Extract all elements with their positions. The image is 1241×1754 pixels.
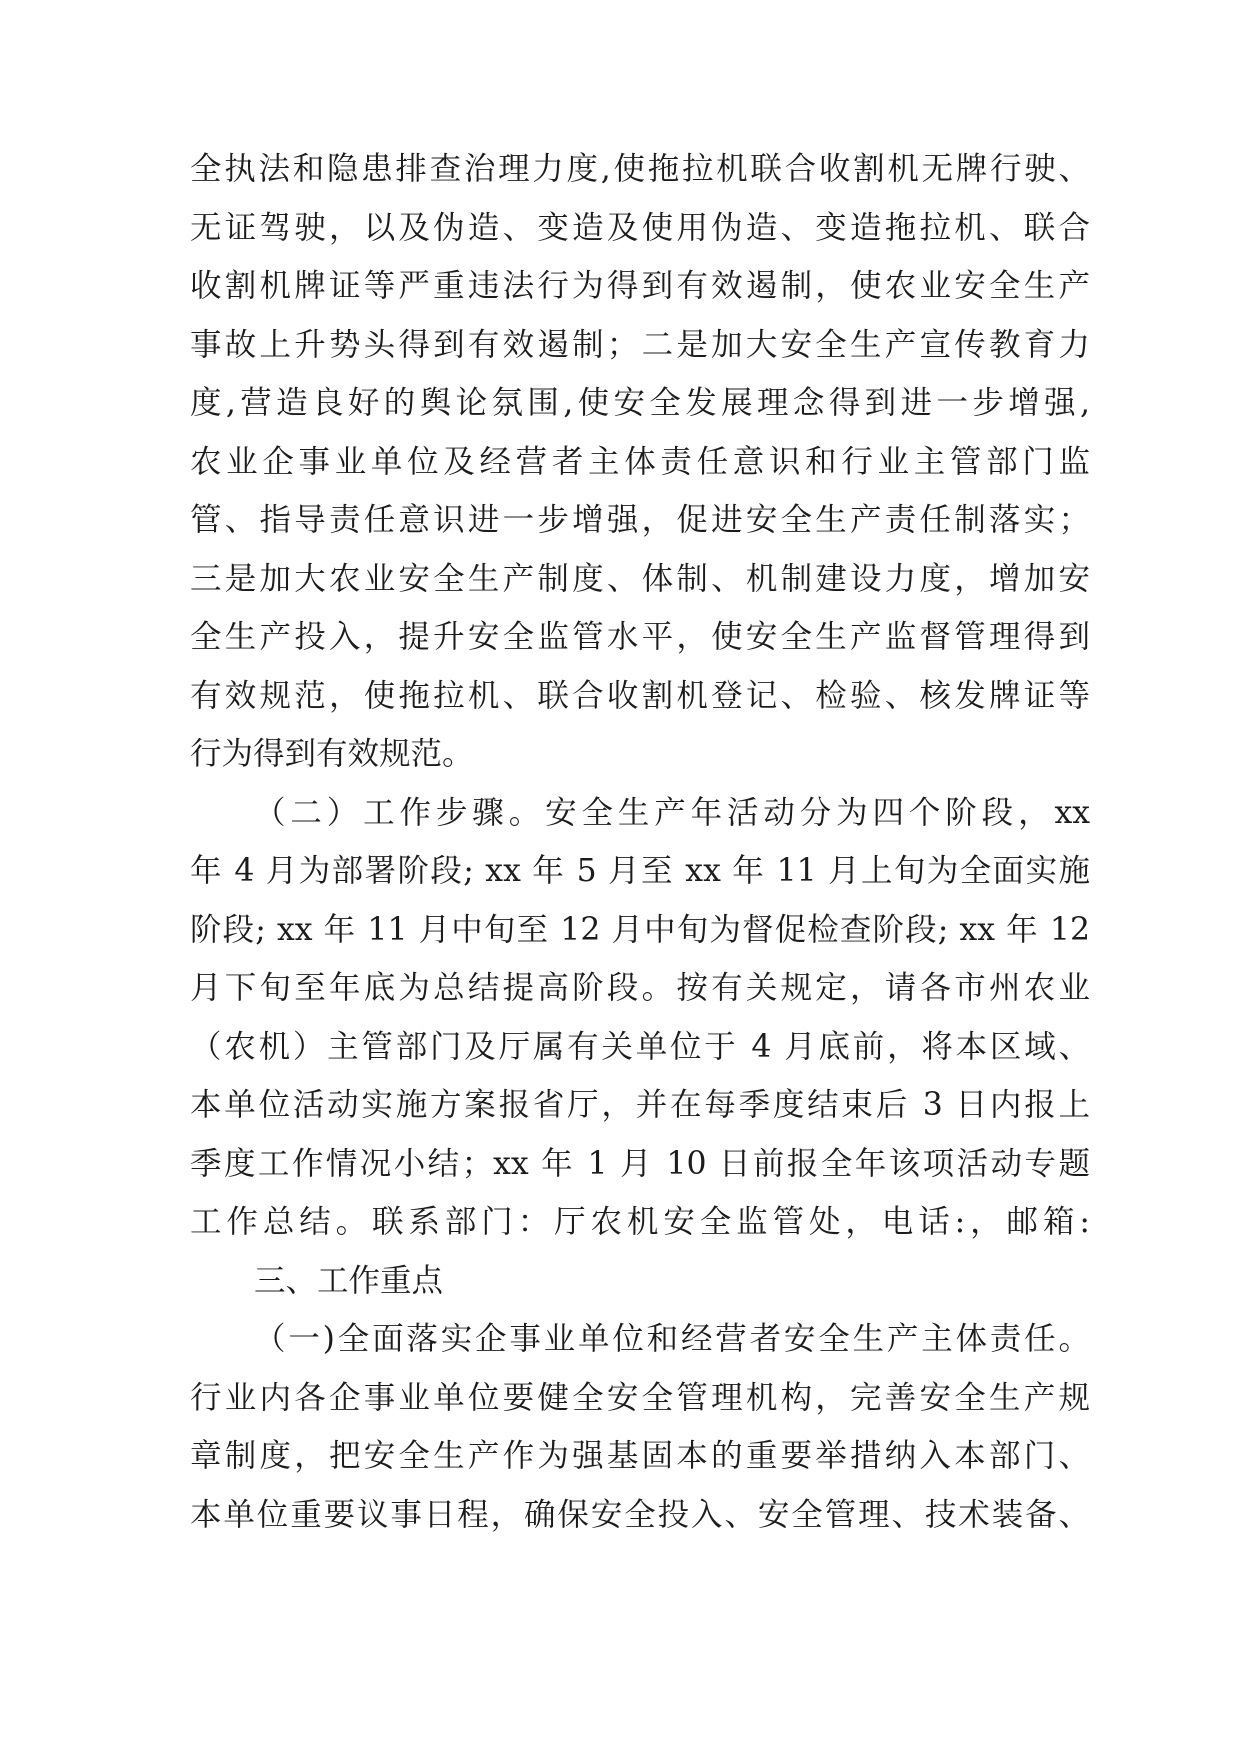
text-line-14: 阶段; xx 年 11 月中旬至 12 月中旬为督促检查阶段; xx 年 12: [190, 911, 1090, 948]
text-line-21: （一)全面落实企事业单位和经营者安全生产主体责任。: [254, 1321, 1090, 1357]
text-line-24: 本单位重要议事日程，确保安全投入、安全管理、技术装备、: [190, 1496, 1090, 1533]
text-line-1: 全执法和隐患排查治理力度,使拖拉机联合收割机无牌行驶、: [190, 151, 1090, 187]
section-heading: 三、工作重点: [254, 1262, 444, 1299]
text-line-4: 事故上升势头得到有效遏制；二是加大安全生产宣传教育力: [190, 326, 1090, 363]
text-line-22: 行业内各企事业单位要健全安全管理机构，完善安全生产规: [190, 1379, 1090, 1416]
text-line-6: 农业企事业单位及经营者主体责任意识和行业主管部门监: [190, 443, 1090, 480]
text-line-5: 度,营造良好的舆论氛围,使安全发展理念得到进一步增强,: [190, 385, 1090, 421]
text-line-15: 月下旬至年底为总结提高阶段。按有关规定，请各市州农业: [190, 970, 1090, 1006]
text-line-23: 章制度，把安全生产作为强基固本的重要举措纳入本部门、: [190, 1438, 1090, 1474]
text-line-3: 收割机牌证等严重违法行为得到有效遏制，使农业安全生产: [190, 268, 1090, 304]
text-line-9: 全生产投入，提升安全监管水平，使安全生产监督管理得到: [190, 619, 1090, 655]
text-line-7: 管、指导责任意识进一步增强，促进安全生产责任制落实；: [190, 502, 1090, 538]
text-line-8: 三是加大农业安全生产制度、体制、机制建设力度，增加安: [190, 560, 1090, 597]
text-line-18: 季度工作情况小结；xx 年 1 月 10 日前报全年该项活动专题: [190, 1145, 1090, 1182]
text-line-17: 本单位活动实施方案报省厅，并在每季度结束后 3 日内报上: [190, 1087, 1090, 1123]
document-body: [190, 140, 1090, 1544]
text-line-2: 无证驾驶，以及伪造、变造及使用伪造、变造拖拉机、联合: [190, 209, 1090, 246]
text-line-10: 有效规范，使拖拉机、联合收割机登记、检验、核发牌证等: [190, 677, 1090, 714]
text-line-13: 年 4 月为部署阶段; xx 年 5 月至 xx 年 11 月上旬为全面实施: [190, 853, 1090, 889]
text-line-11: 行为得到有效规范。: [190, 736, 474, 772]
text-line-16: （农机）主管部门及厅属有关单位于 4 月底前，将本区域、: [190, 1028, 1090, 1065]
text-line-19: 工作总结。联系部门：厅农机安全监管处，电话:，邮箱:: [190, 1204, 1090, 1240]
text-line-12: （二）工作步骤。安全生产年活动分为四个阶段，xx: [254, 794, 1090, 831]
